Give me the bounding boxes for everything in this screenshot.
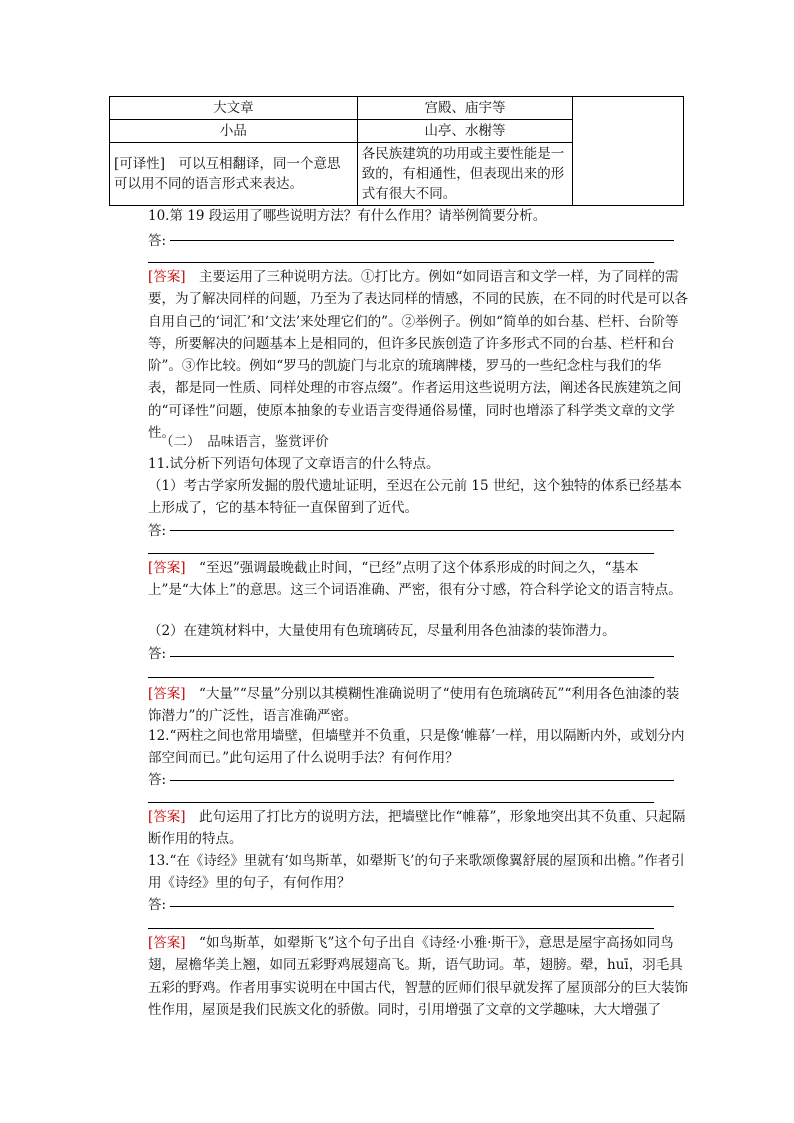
answer-line: [148, 553, 654, 554]
answer-text: “至迟”强调最晚截止时间，“已经”点明了这个体系形成的时间之久，“基本上”是“大体上”的意思。这三个词语准确、严密，很有分寸感，符合科学论文的语言特点。: [148, 560, 682, 599]
section-heading: （二） 品味语言，鉴赏评价: [160, 434, 329, 450]
answer-text: 此句运用了打比方的说明方法，把墙壁比作“帷幕”，形象地突出其不负重、只起隔断作用的特点。: [148, 809, 686, 848]
answer-11-2: [148, 683, 688, 728]
table-cell: 山亭、水榭等: [357, 120, 573, 143]
question-13: [148, 850, 688, 895]
answer-line: [170, 906, 674, 907]
question-11: 11.试分析下列语句体现了文章语言的什么特点。: [148, 456, 440, 472]
question-11-1: [148, 475, 688, 520]
question-10: 10.第 19 段运用了哪些说明方法？有什么作用？请举例简要分析。: [148, 208, 547, 224]
answer-10: [148, 266, 688, 444]
answer-line: [148, 928, 654, 929]
answer-tag: [答案]: [148, 686, 186, 702]
answer-tag: [答案]: [148, 809, 186, 825]
answer-12: [148, 806, 688, 851]
answer-prefix: 答:: [148, 523, 167, 539]
answer-prefix: 答:: [148, 646, 167, 662]
table-cell: 宫殿、庙宇等: [357, 97, 573, 120]
comparison-table: [109, 96, 684, 206]
answer-text: “如鸟斯革，如翚斯飞”这个句子出自《诗经·小雅·斯干》，意思是屋宇高扬如同鸟翅，屋檐华美上翘，如同五彩野鸡展翅高飞。斯，语气助词。革，翅膀。翚，huī，羽毛具五彩的野鸡。作者用事实说明在中国古代，智慧的匠师们很早就发挥了屋顶部分的巨大装饰性作用，屋顶是我们民族文化的骄傲。同时，引用增强了文章的文学趣味，大大增强了: [148, 935, 688, 1018]
answer-tag: [答案]: [148, 560, 186, 576]
table-cell: 小品: [110, 120, 358, 143]
answer-line: [170, 656, 674, 657]
answer-prefix: 答:: [148, 233, 167, 249]
answer-line: [148, 802, 654, 803]
question-text: 12.“两柱之间也常用墙壁，但墙壁并不负重，只是像‘帷幕’一样，用以隔断内外，或划分内部空间而已。”此句运用了什么说明手法？有何作用？: [148, 728, 685, 767]
table-row: [110, 97, 684, 120]
question-11-2: （2）在建筑材料中，大量使用有色琉璃砖瓦，尽量利用各色油漆的装饰潜力。: [148, 623, 616, 639]
answer-13: [148, 932, 688, 1021]
answer-11-1: [148, 557, 688, 602]
answer-text: “大量”“尽量”分别以其模糊性准确说明了“使用有色琉璃砖瓦”“利用各色油漆的装饰潜力”的广泛性，语言准确严密。: [148, 686, 680, 725]
table-cell: [可译性] 可以互相翻译，同一个意思可以用不同的语言形式来表达。: [110, 143, 358, 206]
answer-prefix: 答:: [148, 772, 167, 788]
answer-line: [170, 530, 674, 531]
question-12: [148, 725, 688, 770]
answer-line: [170, 240, 674, 241]
answer-line: [148, 262, 654, 263]
answer-tag: [答案]: [148, 269, 186, 285]
table-cell: 各民族建筑的功用或主要性能是一致的，有相通性，但表现出来的形式有很大不同。: [357, 143, 573, 206]
answer-line: [148, 677, 654, 678]
answer-tag: [答案]: [148, 935, 186, 951]
table-cell-empty: [573, 97, 684, 206]
question-text: （1）考古学家所发掘的殷代遗址证明，至迟在公元前 15 世纪，这个独特的体系已经基本上形成了，它的基本特征一直保留到了近代。: [148, 478, 682, 517]
answer-text: 主要运用了三种说明方法。①打比方。例如“如同语言和文学一样，为了同样的需要，为了解决同样的问题，乃至为了表达同样的情感，不同的民族，在不同的时代是可以各自用自己的‘词汇’和‘文法’来处理它们的”。②举例子。例如“简单的如台基、栏杆、台阶等等，所要解决的问题基本上是相同的，但许多民族创造了许多形式不同的台基、栏杆和台阶”。③作比较。例如“罗马的凯旋门与北京的琉璃牌楼，罗马的一些纪念柱与我们的华表，都是同一性质、同样处理的市容点缀”。作者运用这些说明方法，阐述各民族建筑之间的“可译性”问题，使原本抽象的专业语言变得通俗易懂，同时也增添了科学类文章的文学性。: [148, 269, 688, 442]
answer-line: [170, 780, 674, 781]
question-text: 13.“在《诗经》里就有‘如鸟斯革，如翚斯飞’的句子来歌颂像翼舒展的屋顶和出檐。”作者引用《诗经》里的句子，有何作用？: [148, 853, 685, 892]
table-cell: 大文章: [110, 97, 358, 120]
answer-prefix: 答:: [148, 897, 167, 913]
